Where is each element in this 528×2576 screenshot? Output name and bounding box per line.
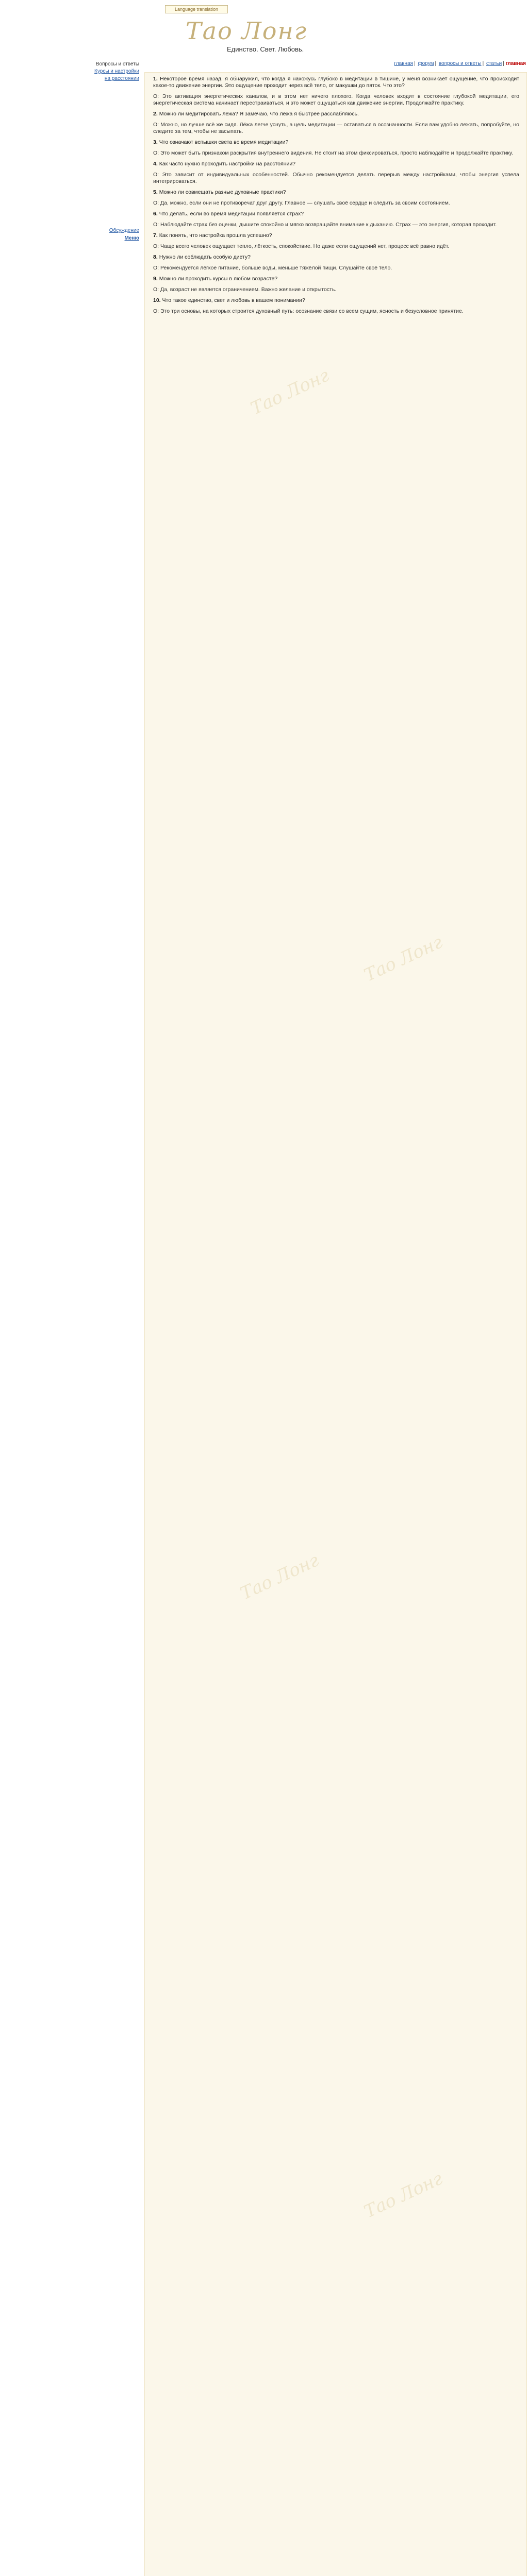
sidebar-nav-menu[interactable]: Меню <box>124 235 139 241</box>
topnav-item-articles[interactable]: статьи <box>486 61 502 66</box>
question-number: 3. <box>153 139 158 145</box>
answer-text: О: Это три основы, на которых строится духовный путь: осознание связи со всем сущим, ясность и безусловное принятие. <box>153 308 464 314</box>
question-item <box>153 76 519 89</box>
question-text: Можно ли медитировать лежа? Я замечаю, что лёжа я быстрее расслабляюсь. <box>159 111 359 117</box>
question-item <box>153 189 519 196</box>
site-logo[interactable]: Тао Лонг <box>186 17 308 45</box>
question-item <box>153 211 519 217</box>
sidebar-title: Вопросы и ответы <box>95 61 139 67</box>
topnav-item-home[interactable]: главная <box>394 61 414 66</box>
sidebar-link-courses[interactable]: Курсы и настройки <box>94 69 139 74</box>
question-item <box>153 232 519 239</box>
question-item <box>153 161 519 167</box>
question-text: Нужно ли соблюдать особую диету? <box>159 254 251 260</box>
question-text: Как понять, что настройка прошла успешно? <box>159 232 272 239</box>
question-text: Можно ли совмещать разные духовные практики? <box>159 189 286 195</box>
answer-text: О: Можно, но лучше всё же сидя. Лёжа легче уснуть, а цель медитации — оставаться в осознанности. Если вам удобно лежать, попробуйте, но следите за тем, чтобы не засыпать. <box>153 122 519 134</box>
question-number: 9. <box>153 276 158 282</box>
answer-text: О: Рекомендуется лёгкое питание, больше воды, меньше тяжёлой пищи. Слушайте своё тело. <box>153 265 392 271</box>
question-text: Некоторое время назад, я обнаружил, что когда я нахожусь глубоко в медитации в тишине, у меня возникает ощущение, что происходит какое-то движение энергии. Это ощущение проходит через всё тело, от макушки до пяток. Что это? <box>153 76 519 89</box>
sidebar <box>85 61 139 82</box>
question-text: Что такое единство, свет и любовь в вашем понимании? <box>162 297 305 303</box>
topnav-item-qa[interactable]: вопросы и ответы <box>438 61 482 66</box>
question-item <box>153 254 519 261</box>
answer-text: О: Это зависит от индивидуальных особенностей. Обычно рекомендуется делать перерыв между настройками, чтобы энергия успела интегрироваться. <box>153 172 519 184</box>
question-number: 10. <box>153 297 161 303</box>
answer-text: О: Чаще всего человек ощущает тепло, лёгкость, спокойствие. Но даже если ощущений нет, процесс всё равно идёт. <box>153 243 450 249</box>
answer-text: О: Да, можно, если они не противоречат друг другу. Главное — слушать своё сердце и следить за своим состоянием. <box>153 200 450 206</box>
watermark: Тао Лонг <box>361 931 446 986</box>
question-number: 2. <box>153 111 158 117</box>
answer-text: О: Это активация энергетических каналов, и в этом нет ничего плохого. Когда человек входит в состояние глубокой медитации, его энергетическая система начинает перестраиваться, и это может ощущаться как движение энергии. Продолжайте практику. <box>153 93 519 106</box>
qa-content-panel <box>144 72 527 2576</box>
question-number: 8. <box>153 254 158 260</box>
question-item <box>153 297 519 304</box>
language-translation-button[interactable]: Language translation <box>165 5 228 13</box>
question-number: 6. <box>153 211 158 217</box>
sidebar-nav <box>93 227 139 242</box>
qa-list <box>145 73 526 315</box>
topnav-item-forum[interactable]: форум <box>418 61 434 66</box>
topnav-item-current: главная <box>505 61 526 66</box>
answer-text: О: Да, возраст не является ограничением. Важно желание и открытость. <box>153 286 337 293</box>
question-number: 7. <box>153 232 158 239</box>
question-number: 1. <box>153 76 158 82</box>
answer-text: О: Это может быть признаком раскрытия внутреннего видения. Не стоит на этом фиксироваться, просто наблюдайте и продолжайте практику. <box>153 150 514 156</box>
question-number: 5. <box>153 189 158 195</box>
watermark: Тао Лонг <box>361 2168 446 2223</box>
site-tagline: Единство. Свет. Любовь. <box>227 45 304 53</box>
watermark: Тао Лонг <box>248 365 333 419</box>
top-navigation: главная | форум | вопросы и ответы | статьи | главная <box>394 61 526 66</box>
question-item <box>153 276 519 282</box>
answer-text: О: Наблюдайте страх без оценки, дышите спокойно и мягко возвращайте внимание к дыханию. Страх — это энергия, которая проходит. <box>153 222 497 228</box>
question-text: Что означают вспышки света во время медитации? <box>159 139 289 145</box>
question-item <box>153 111 519 117</box>
watermark: Тао Лонг <box>237 1550 322 1604</box>
sidebar-link-remote[interactable]: на расстоянии <box>104 76 139 81</box>
question-text: Можно ли проходить курсы в любом возрасте? <box>159 276 278 282</box>
sidebar-nav-discussion[interactable]: Обсуждение <box>109 228 139 233</box>
question-number: 4. <box>153 161 158 167</box>
question-item <box>153 139 519 146</box>
question-text: Что делать, если во время медитации появляется страх? <box>159 211 304 217</box>
question-text: Как часто нужно проходить настройки на расстоянии? <box>159 161 296 167</box>
